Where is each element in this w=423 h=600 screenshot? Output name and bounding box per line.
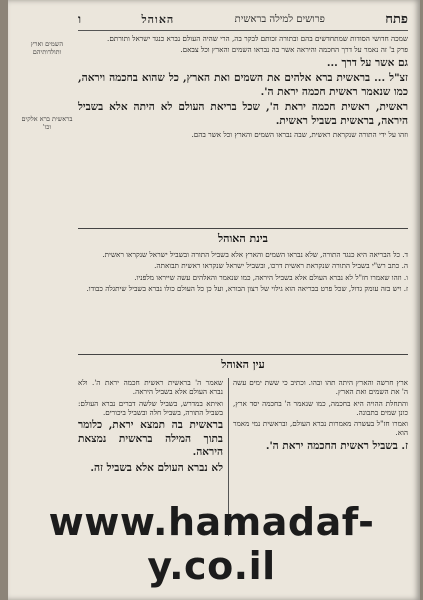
main-paragraph: וזהו על ידי התורה שנקראת ראשית, שבה נבראו השמים והארץ וכל אשר בהם. (191, 130, 408, 140)
main-commentary (78, 34, 408, 222)
header-title: האוהל (141, 12, 175, 26)
main-paragraph-lead: זצ"ל ... בראשית ברא אלהים את השמים ואת הארץ, כל שהוא בחכמה ויראה, כמו שנאמר ראשית חכמה יראת ה'. (78, 72, 408, 98)
main-paragraph: פרק ב' זה נאמר על דרך החכמה והיראה אשר בה נבראו השמים והארץ וכל צבאם. (180, 45, 408, 55)
ein-paragraph: ארץ חרשה והארץ היתה תהו ובהו. וכתיב כי ששת ימים עשה ה' את השמים ואת הארץ. (233, 378, 408, 397)
main-paragraph-lead: ראשית, ראשית חכמה יראת ה', שכל בריאת העולם לא היתה אלא בשביל היראה, בראשית בשביל ראשית. (78, 101, 408, 127)
ein-paragraph: והתחלת ההויה היא בחכמה, כמו שנאמר ה' בחכמה יסד ארץ, כונן שמים בתבונה. (233, 398, 408, 417)
ein-paragraph-lead: לא נברא העולם אלא בשביל זה. (90, 461, 223, 474)
binat-paragraph: ד. כל הבריאה היא כנגד התורה, שלא נבראו השמים והארץ אלא בשביל התורה ובשביל ישראל שנקראו ראשית. (102, 250, 408, 259)
binat-paragraph: ו. וזהו שאמרו חז"ל לא נברא העולם אלא בשביל היראה, כמו שנאמר והאלהים עשה שייראו מלפניו. (134, 272, 408, 282)
margin-note: השמים וארץ ותולדותיהם (30, 40, 64, 56)
binat-paragraph: ה. כתב רש"י בשביל התורה שנקראת ראשית דרכו, ובשביל ישראל שנקראו ראשית תבואתה. (154, 261, 408, 271)
binat-paragraph: ז. ויש בזה עומק גדול, שכל פרט בבריאה הוא גילוי של רצון הבורא, ועל כן כל העולם כולו נברא בשביל שיתגלה כבודו. (86, 283, 408, 293)
main-paragraph: שמכה חדושי הסודות שמתחדשים בהם ובתורה זכותם לבקר בה, הרי שהיה העולם נברא כנגד ישראל ותורתם. (107, 34, 408, 43)
ein-paragraph: ואמרו חז"ל בעשרה מאמרות נברא העולם, ובראשית נמי מאמר הוא. (233, 419, 408, 438)
binat-commentary (78, 250, 408, 350)
section-divider (78, 228, 408, 229)
ein-paragraph: שאמר ה' בראשית ראשית חכמה יראת ה'. ולא נברא העולם אלא בשביל היראה. (78, 378, 223, 397)
ein-paragraph-lead: ז. בשביל ראשית החכמה יראת ה'. (265, 439, 408, 452)
header-word: פתח (385, 12, 408, 27)
page-header (78, 8, 408, 31)
page-number: ו (78, 11, 82, 26)
main-paragraph-lead: גם אשר על דרך ... (326, 56, 408, 69)
ein-paragraph-lead: בראשית בה תמצא יראת, כלומר בתוך המילה בראשית נמצאת היראה. (78, 419, 223, 459)
ein-paragraph: ואיתא במדרש, בשביל שלשה דברים נברא העולם: בשביל התורה, בשביל חלה ובשביל ביכורים. (78, 398, 223, 417)
section-title-binat: בינת האוהל (218, 232, 268, 245)
section-title-ein: עין האוהל (221, 358, 265, 371)
section-divider (78, 354, 408, 355)
watermark-text: www.hamadaf-y.co.il (48, 500, 375, 588)
margin-note: בראשית ברא אלקים וכו' (21, 115, 73, 131)
header-subtitle: פרושים למילה בראשית (234, 13, 325, 25)
